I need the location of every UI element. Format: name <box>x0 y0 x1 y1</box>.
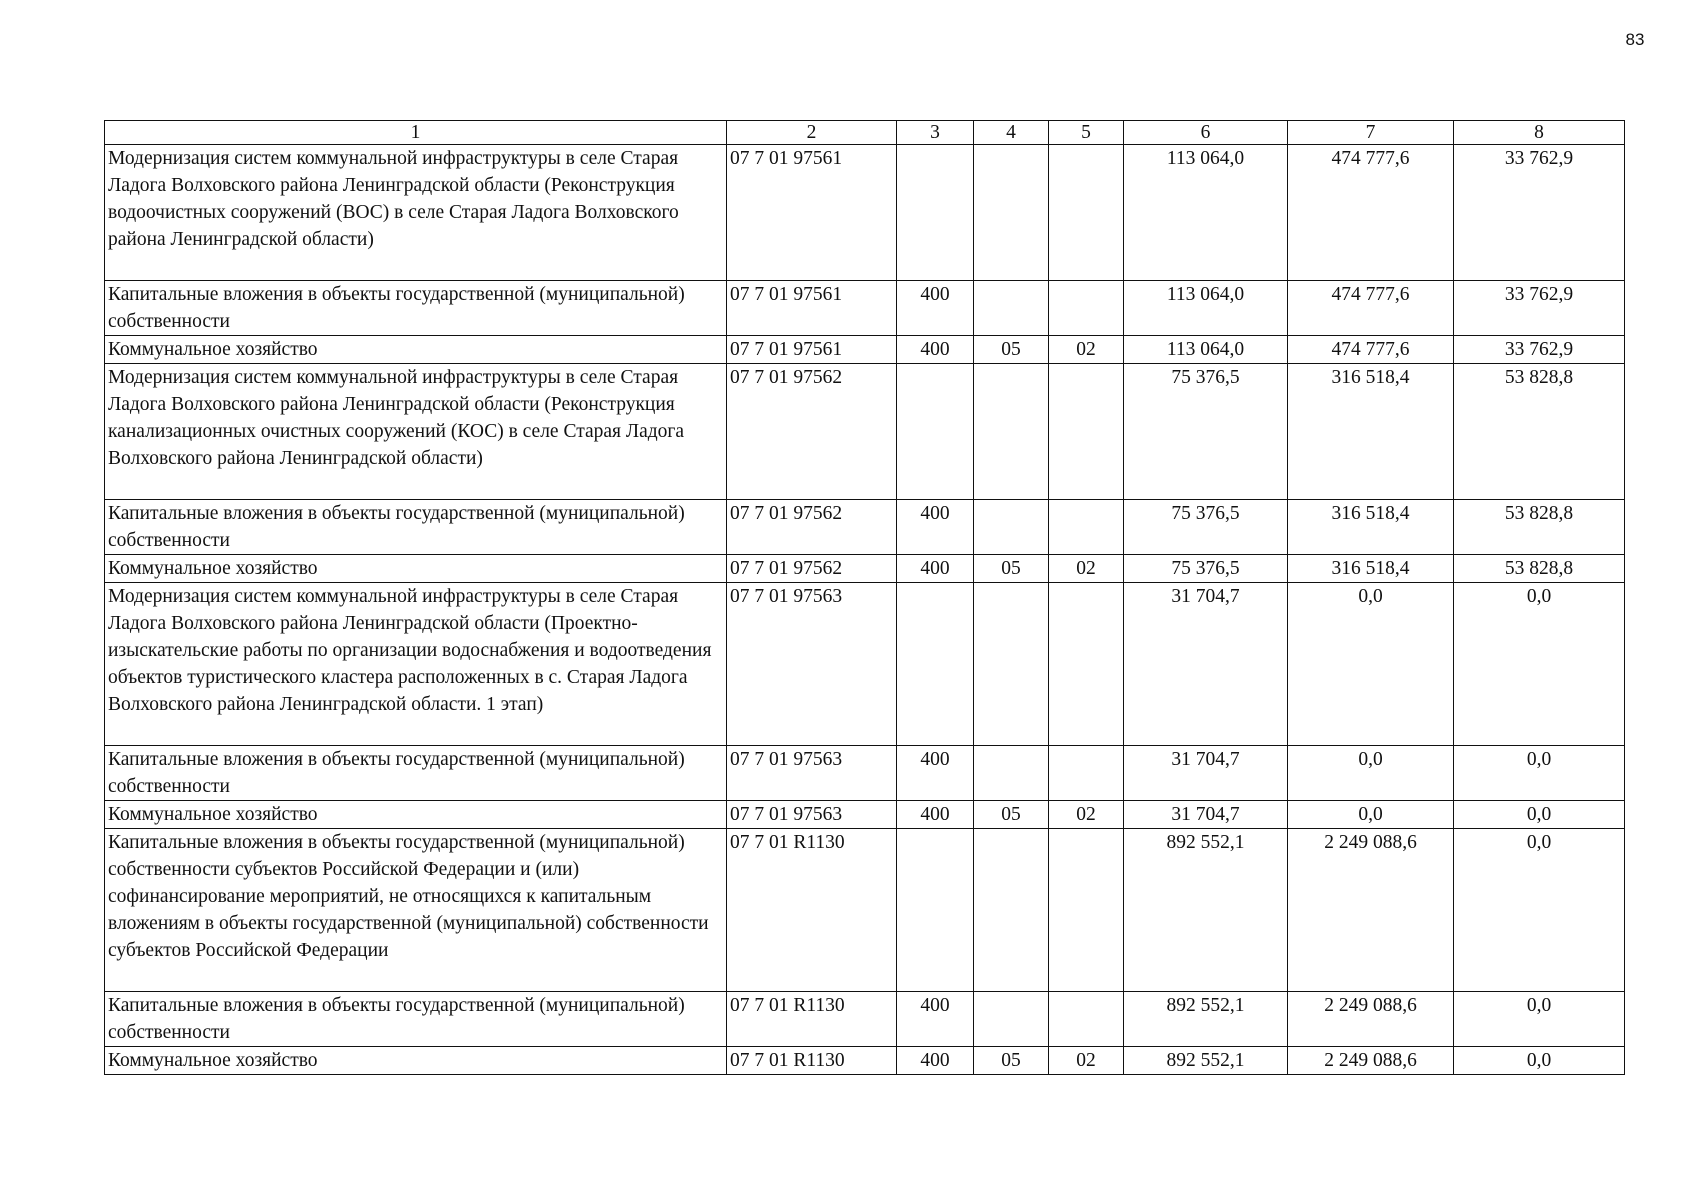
target-article-code: 07 7 01 97562 <box>727 500 897 555</box>
expense-type-code <box>897 583 974 746</box>
table-row <box>105 746 1625 801</box>
section-code <box>974 145 1049 281</box>
column-number: 4 <box>974 121 1049 145</box>
subsection-code: 02 <box>1049 555 1124 583</box>
amount-column-6: 31 704,7 <box>1124 801 1288 829</box>
column-number: 5 <box>1049 121 1124 145</box>
amount-column-8: 0,0 <box>1454 1047 1625 1075</box>
row-description: Капитальные вложения в объекты государственной (муниципальной) собственности <box>105 281 727 336</box>
column-number: 6 <box>1124 121 1288 145</box>
expense-type-code: 400 <box>897 801 974 829</box>
amount-column-6: 75 376,5 <box>1124 555 1288 583</box>
column-number: 7 <box>1288 121 1454 145</box>
subsection-code <box>1049 281 1124 336</box>
table-row <box>105 281 1625 336</box>
subsection-code: 02 <box>1049 801 1124 829</box>
amount-column-7: 474 777,6 <box>1288 145 1454 281</box>
row-description: Коммунальное хозяйство <box>105 1047 727 1075</box>
expense-type-code <box>897 145 974 281</box>
amount-column-6: 113 064,0 <box>1124 281 1288 336</box>
amount-column-6: 75 376,5 <box>1124 364 1288 500</box>
amount-column-7: 2 249 088,6 <box>1288 992 1454 1047</box>
expense-type-code <box>897 364 974 500</box>
subsection-code: 02 <box>1049 336 1124 364</box>
amount-column-6: 113 064,0 <box>1124 145 1288 281</box>
subsection-code <box>1049 500 1124 555</box>
row-description: Модернизация систем коммунальной инфраструктуры в селе Старая Ладога Волховского района Ленинградской области (Реконструкция канализационных очистных сооружений (КОС) в селе Старая Ладога Волховского района Ленинградской области) <box>105 364 727 500</box>
expense-type-code: 400 <box>897 336 974 364</box>
table-row <box>105 145 1625 281</box>
amount-column-8: 53 828,8 <box>1454 364 1625 500</box>
expense-type-code: 400 <box>897 746 974 801</box>
amount-column-7: 316 518,4 <box>1288 500 1454 555</box>
page-number: 83 <box>1625 30 1645 49</box>
expense-type-code: 400 <box>897 500 974 555</box>
table-row <box>105 992 1625 1047</box>
section-code <box>974 281 1049 336</box>
expense-type-code: 400 <box>897 281 974 336</box>
amount-column-7: 0,0 <box>1288 583 1454 746</box>
amount-column-6: 113 064,0 <box>1124 336 1288 364</box>
section-code: 05 <box>974 555 1049 583</box>
amount-column-7: 316 518,4 <box>1288 555 1454 583</box>
row-description: Модернизация систем коммунальной инфраструктуры в селе Старая Ладога Волховского района Ленинградской области (Проектно-изыскательские работы по организации водоснабжения и водоотведения объектов туристического кластера расположенных в с. Старая Ладога Волховского района Ленинградской области. 1 этап) <box>105 583 727 746</box>
target-article-code: 07 7 01 R1130 <box>727 992 897 1047</box>
section-code <box>974 746 1049 801</box>
row-description: Модернизация систем коммунальной инфраструктуры в селе Старая Ладога Волховского района Ленинградской области (Реконструкция водоочистных сооружений (ВОС) в селе Старая Ладога Волховского района Ленинградской области) <box>105 145 727 281</box>
amount-column-6: 31 704,7 <box>1124 583 1288 746</box>
subsection-code: 02 <box>1049 1047 1124 1075</box>
amount-column-6: 892 552,1 <box>1124 992 1288 1047</box>
target-article-code: 07 7 01 97561 <box>727 145 897 281</box>
section-code <box>974 829 1049 992</box>
section-code: 05 <box>974 1047 1049 1075</box>
subsection-code <box>1049 829 1124 992</box>
amount-column-6: 75 376,5 <box>1124 500 1288 555</box>
amount-column-7: 316 518,4 <box>1288 364 1454 500</box>
row-description: Капитальные вложения в объекты государственной (муниципальной) собственности субъектов Российской Федерации и (или) софинансирование мероприятий, не относящихся к капитальным вложениям в объекты государственной (муниципальной) собственности субъектов Российской Федерации <box>105 829 727 992</box>
amount-column-7: 2 249 088,6 <box>1288 829 1454 992</box>
amount-column-8: 33 762,9 <box>1454 281 1625 336</box>
expense-type-code: 400 <box>897 1047 974 1075</box>
row-description: Капитальные вложения в объекты государственной (муниципальной) собственности <box>105 746 727 801</box>
amount-column-8: 0,0 <box>1454 583 1625 746</box>
amount-column-7: 474 777,6 <box>1288 336 1454 364</box>
table-row <box>105 364 1625 500</box>
table-row <box>105 500 1625 555</box>
subsection-code <box>1049 145 1124 281</box>
amount-column-8: 53 828,8 <box>1454 555 1625 583</box>
section-code <box>974 500 1049 555</box>
column-number: 1 <box>105 121 727 145</box>
expense-type-code <box>897 829 974 992</box>
amount-column-8: 0,0 <box>1454 746 1625 801</box>
target-article-code: 07 7 01 97563 <box>727 583 897 746</box>
row-description: Коммунальное хозяйство <box>105 336 727 364</box>
table-row <box>105 801 1625 829</box>
target-article-code: 07 7 01 97563 <box>727 746 897 801</box>
target-article-code: 07 7 01 97561 <box>727 281 897 336</box>
amount-column-8: 53 828,8 <box>1454 500 1625 555</box>
row-description: Коммунальное хозяйство <box>105 801 727 829</box>
target-article-code: 07 7 01 97562 <box>727 555 897 583</box>
table-row <box>105 555 1625 583</box>
column-number-row <box>105 121 1625 145</box>
amount-column-8: 0,0 <box>1454 829 1625 992</box>
section-code <box>974 992 1049 1047</box>
expense-type-code: 400 <box>897 555 974 583</box>
subsection-code <box>1049 364 1124 500</box>
subsection-code <box>1049 992 1124 1047</box>
target-article-code: 07 7 01 R1130 <box>727 829 897 992</box>
target-article-code: 07 7 01 R1130 <box>727 1047 897 1075</box>
expense-type-code: 400 <box>897 992 974 1047</box>
subsection-code <box>1049 746 1124 801</box>
table-row <box>105 336 1625 364</box>
column-number: 8 <box>1454 121 1625 145</box>
amount-column-6: 892 552,1 <box>1124 829 1288 992</box>
target-article-code: 07 7 01 97562 <box>727 364 897 500</box>
amount-column-6: 31 704,7 <box>1124 746 1288 801</box>
amount-column-8: 0,0 <box>1454 992 1625 1047</box>
row-description: Коммунальное хозяйство <box>105 555 727 583</box>
section-code: 05 <box>974 801 1049 829</box>
target-article-code: 07 7 01 97561 <box>727 336 897 364</box>
target-article-code: 07 7 01 97563 <box>727 801 897 829</box>
section-code <box>974 364 1049 500</box>
column-number: 2 <box>727 121 897 145</box>
row-description: Капитальные вложения в объекты государственной (муниципальной) собственности <box>105 500 727 555</box>
amount-column-7: 0,0 <box>1288 746 1454 801</box>
amount-column-7: 474 777,6 <box>1288 281 1454 336</box>
table-row <box>105 829 1625 992</box>
amount-column-6: 892 552,1 <box>1124 1047 1288 1075</box>
row-description: Капитальные вложения в объекты государственной (муниципальной) собственности <box>105 992 727 1047</box>
amount-column-8: 0,0 <box>1454 801 1625 829</box>
column-number: 3 <box>897 121 974 145</box>
amount-column-8: 33 762,9 <box>1454 145 1625 281</box>
amount-column-7: 0,0 <box>1288 801 1454 829</box>
table-row <box>105 1047 1625 1075</box>
table-body <box>105 121 1625 1075</box>
section-code <box>974 583 1049 746</box>
amount-column-8: 33 762,9 <box>1454 336 1625 364</box>
budget-table <box>104 120 1625 1075</box>
table-row <box>105 583 1625 746</box>
subsection-code <box>1049 583 1124 746</box>
amount-column-7: 2 249 088,6 <box>1288 1047 1454 1075</box>
section-code: 05 <box>974 336 1049 364</box>
